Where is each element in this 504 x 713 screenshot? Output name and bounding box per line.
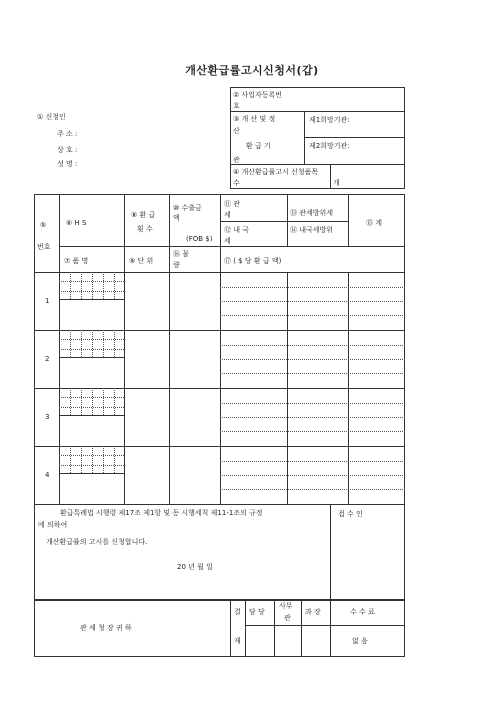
table-row[interactable] bbox=[124, 273, 404, 329]
officer-label: 담 당 bbox=[249, 608, 265, 616]
row-number: 3 bbox=[45, 413, 50, 421]
header-quantity: ⑯ 물 bbox=[173, 250, 189, 258]
statement-line2: 개산환급률의 고시를 신청합니다. bbox=[46, 538, 148, 546]
chief-label: 과 장 bbox=[305, 608, 321, 616]
items-count-label: ④ 개산환급률고시 신청품목 bbox=[233, 168, 319, 176]
table-row[interactable] bbox=[124, 389, 404, 445]
address-label: 주 소 : bbox=[57, 130, 78, 138]
header-item-name: ⑦ 품 명 bbox=[64, 257, 89, 265]
row-number: 2 bbox=[45, 355, 50, 363]
group-separator bbox=[34, 504, 405, 505]
page-title: 개산환급률고시신청서(갑) bbox=[185, 64, 319, 77]
applicant-label: ① 신청인 bbox=[37, 113, 66, 121]
header-unit: ⑨ 단 위 bbox=[129, 257, 154, 265]
date-field[interactable]: 20 년 월 일 bbox=[177, 563, 213, 571]
header-per-dollar: ⑰ ( $ 당 환 급 액) bbox=[224, 257, 282, 265]
fee-value: 없 음 bbox=[352, 637, 368, 645]
clerk-label: 사무 bbox=[279, 602, 293, 610]
recipient-label: 관 세 청 장 귀 하 bbox=[80, 624, 132, 632]
approval-label: 결 bbox=[234, 608, 241, 616]
table-row[interactable] bbox=[124, 447, 404, 503]
header-no: ⑤ bbox=[40, 221, 47, 229]
row-number: 4 bbox=[45, 471, 50, 479]
receipt-stamp-label: 접 수 인 bbox=[338, 510, 363, 518]
header-total: ⑮ 계 bbox=[366, 219, 382, 227]
calc-agency-label: ③ 개 산 및 정 bbox=[233, 115, 276, 123]
agency2-field[interactable]: 제2희망기관: bbox=[309, 142, 350, 150]
header-frequency: ⑧ 환 급 bbox=[131, 211, 156, 219]
company-label: 상 호 : bbox=[57, 146, 78, 154]
row-number: 1 bbox=[45, 297, 50, 305]
name-label: 성 명 : bbox=[57, 160, 78, 168]
table-row[interactable] bbox=[124, 331, 404, 387]
header-customs-defense: ⑬ 관세방위세 bbox=[290, 209, 334, 217]
items-count-unit: 개 bbox=[333, 179, 340, 187]
biz-no-label: ② 사업자등록번 bbox=[233, 91, 283, 99]
agency1-field[interactable]: 제1희망기관: bbox=[309, 116, 350, 124]
statement-line1: 환급특례법 시행령 제17조 제1항 및 동 시행세칙 제11-1조의 규정 bbox=[60, 509, 263, 517]
header-hs: ⑥ H S bbox=[66, 219, 87, 227]
header-customs-duty: ⑪ 관 bbox=[224, 200, 240, 208]
header-domestic-defense: ⑭ 내국세방위 bbox=[290, 226, 334, 234]
fee-label: 수 수 료 bbox=[350, 608, 375, 616]
header-export: ⑩ 수출금 bbox=[173, 204, 202, 212]
header-domestic-tax: ⑫ 내 국 bbox=[224, 226, 249, 234]
